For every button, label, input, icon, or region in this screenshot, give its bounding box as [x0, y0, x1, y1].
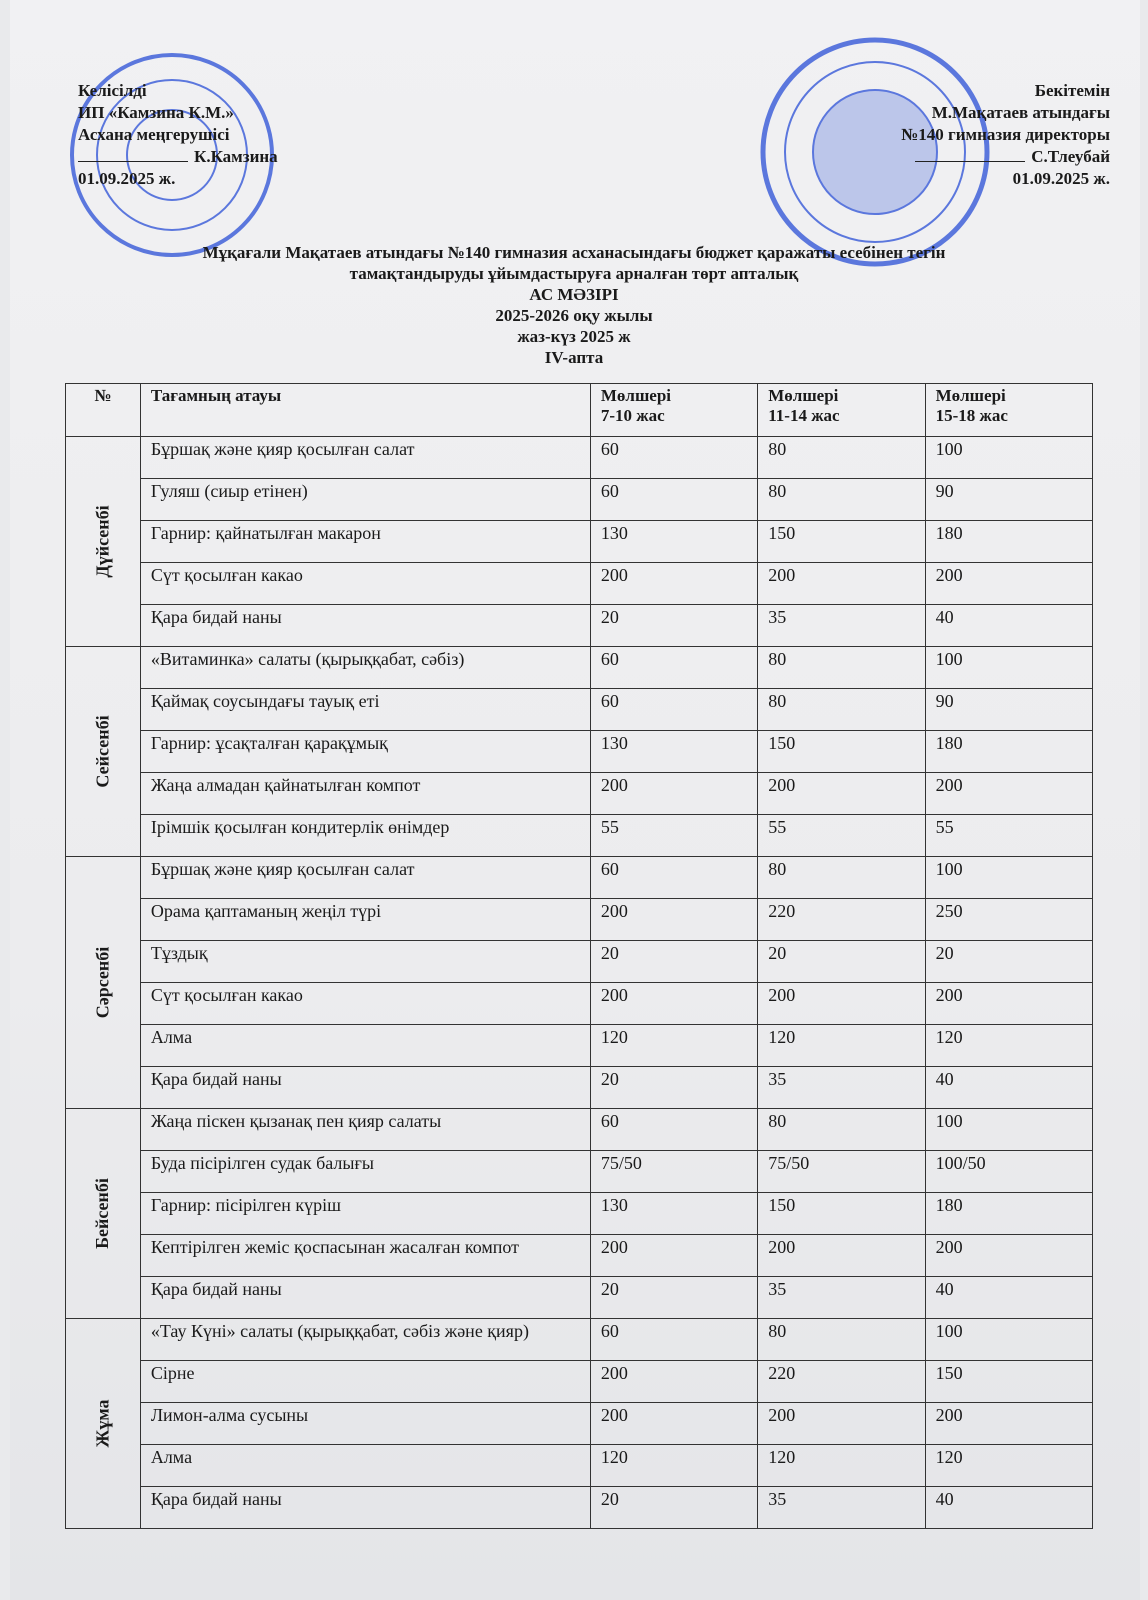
column-header: № [66, 384, 141, 437]
table-row [66, 1235, 1093, 1277]
portion-value: 40 [925, 1067, 1092, 1109]
table-row [66, 773, 1093, 815]
dish-name: Қаймақ соусындағы тауық еті [140, 689, 590, 731]
approval-right-line2: М.Мақатаев атындағы [931, 103, 1110, 122]
signature-line [78, 161, 188, 162]
portion-value: 80 [758, 1319, 925, 1361]
portion-value: 35 [758, 1067, 925, 1109]
portion-value: 80 [758, 479, 925, 521]
dish-name: Лимон-алма сусыны [140, 1403, 590, 1445]
table-row [66, 1487, 1093, 1529]
table-row [66, 1319, 1093, 1361]
portion-value: 180 [925, 1193, 1092, 1235]
portion-value: 150 [925, 1361, 1092, 1403]
portion-value: 220 [758, 899, 925, 941]
portion-value: 250 [925, 899, 1092, 941]
table-row [66, 1151, 1093, 1193]
portion-value: 20 [590, 1277, 757, 1319]
dish-name: Кептірілген жеміс қоспасынан жасалған компот [140, 1235, 590, 1277]
portion-value: 90 [925, 689, 1092, 731]
portion-value: 100 [925, 647, 1092, 689]
portion-value: 200 [925, 773, 1092, 815]
table-row [66, 479, 1093, 521]
portion-value: 200 [590, 563, 757, 605]
column-header: Мөлшері 11-14 жас [758, 384, 925, 437]
portion-value: 20 [590, 1067, 757, 1109]
day-label: Дүйсенбі [92, 505, 113, 578]
approval-left [78, 80, 278, 190]
portion-value: 80 [758, 437, 925, 479]
approval-right-line3: №140 гимназия директоры [901, 125, 1110, 144]
portion-value: 200 [590, 899, 757, 941]
title-line1: Мұқағали Мақатаев атындағы №140 гимназия асханасындағы бюджет қаражаты есебінен тегін [202, 243, 946, 262]
table-row [66, 899, 1093, 941]
portion-value: 200 [590, 773, 757, 815]
portion-value: 35 [758, 1277, 925, 1319]
document-title [60, 242, 1088, 368]
portion-value: 40 [925, 605, 1092, 647]
portion-value: 120 [925, 1025, 1092, 1067]
dish-name: Гарнир: пісірілген күріш [140, 1193, 590, 1235]
portion-value: 120 [925, 1445, 1092, 1487]
portion-value: 20 [590, 1487, 757, 1529]
portion-value: 80 [758, 647, 925, 689]
dish-name: Бұршақ және қияр қосылған салат [140, 857, 590, 899]
dish-name: Гарнир: ұсақталған қарақұмық [140, 731, 590, 773]
table-row [66, 1109, 1093, 1151]
approval-right [901, 80, 1110, 190]
portion-value: 200 [758, 1403, 925, 1445]
dish-name: Қара бидай наны [140, 1067, 590, 1109]
title-line3: АС МӘЗІРІ [529, 285, 619, 304]
table-row [66, 1193, 1093, 1235]
day-label: Сейсенбі [92, 715, 113, 788]
portion-value: 40 [925, 1277, 1092, 1319]
portion-value: 100 [925, 1319, 1092, 1361]
title-line6: IV-апта [544, 348, 604, 367]
portion-value: 60 [590, 479, 757, 521]
dish-name: Сірне [140, 1361, 590, 1403]
approval-left-signer: К.Камзина [194, 147, 278, 166]
portion-value: 80 [758, 1109, 925, 1151]
portion-value: 130 [590, 1193, 757, 1235]
portion-value: 200 [925, 1235, 1092, 1277]
approval-left-line3: Асхана меңгерушісі [78, 125, 230, 144]
portion-value: 75/50 [758, 1151, 925, 1193]
portion-value: 120 [590, 1025, 757, 1067]
dish-name: Буда пісірілген судак балығы [140, 1151, 590, 1193]
day-cell [66, 857, 141, 1109]
day-cell [66, 437, 141, 647]
portion-value: 35 [758, 605, 925, 647]
day-cell [66, 647, 141, 857]
dish-name: Алма [140, 1025, 590, 1067]
dish-name: Гарнир: қайнатылған макарон [140, 521, 590, 563]
dish-name: Сүт қосылған какао [140, 563, 590, 605]
portion-value: 200 [758, 563, 925, 605]
portion-value: 200 [758, 773, 925, 815]
signature-line [915, 161, 1025, 162]
portion-value: 100/50 [925, 1151, 1092, 1193]
dish-name: Ірімшік қосылған кондитерлік өнімдер [140, 815, 590, 857]
portion-value: 80 [758, 689, 925, 731]
portion-value: 200 [758, 983, 925, 1025]
portion-value: 60 [590, 437, 757, 479]
portion-value: 120 [758, 1445, 925, 1487]
portion-value: 60 [590, 647, 757, 689]
table-row [66, 647, 1093, 689]
table-header-row [66, 384, 1093, 437]
approval-right-line1: Бекітемін [1034, 81, 1110, 100]
portion-value: 200 [758, 1235, 925, 1277]
table-row [66, 1277, 1093, 1319]
dish-name: Жаңа піскен қызанақ пен қияр салаты [140, 1109, 590, 1151]
day-label: Бейсенбі [92, 1178, 113, 1249]
portion-value: 200 [590, 983, 757, 1025]
table-row [66, 605, 1093, 647]
approval-right-date: 01.09.2025 ж. [1012, 169, 1110, 188]
portion-value: 55 [925, 815, 1092, 857]
day-label: Сәрсенбі [92, 946, 113, 1019]
column-header: Тағамның атауы [140, 384, 590, 437]
portion-value: 200 [925, 983, 1092, 1025]
dish-name: Орама қаптаманың жеңіл түрі [140, 899, 590, 941]
portion-value: 120 [758, 1025, 925, 1067]
portion-value: 60 [590, 1319, 757, 1361]
dish-name: Қара бидай наны [140, 1487, 590, 1529]
table-row [66, 731, 1093, 773]
menu-table [65, 383, 1093, 1529]
table-row [66, 1025, 1093, 1067]
portion-value: 200 [590, 1403, 757, 1445]
portion-value: 20 [758, 941, 925, 983]
day-label: Жұма [92, 1399, 113, 1448]
dish-name: Бұршақ және қияр қосылған салат [140, 437, 590, 479]
title-line5: жаз-күз 2025 ж [517, 327, 631, 346]
portion-value: 60 [590, 689, 757, 731]
portion-value: 100 [925, 857, 1092, 899]
dish-name: «Тау Күні» салаты (қырыққабат, сәбіз және қияр) [140, 1319, 590, 1361]
dish-name: Гуляш (сиыр етінен) [140, 479, 590, 521]
table-row [66, 1445, 1093, 1487]
approval-left-line1: Келісілді [78, 81, 147, 100]
portion-value: 200 [590, 1235, 757, 1277]
portion-value: 130 [590, 521, 757, 563]
portion-value: 20 [925, 941, 1092, 983]
table-row [66, 941, 1093, 983]
portion-value: 200 [925, 1403, 1092, 1445]
portion-value: 100 [925, 437, 1092, 479]
day-cell [66, 1109, 141, 1319]
portion-value: 150 [758, 1193, 925, 1235]
dish-name: Қара бидай наны [140, 605, 590, 647]
table-row [66, 521, 1093, 563]
table-row [66, 563, 1093, 605]
day-cell [66, 1319, 141, 1529]
approval-left-date: 01.09.2025 ж. [78, 169, 176, 188]
dish-name: Жаңа алмадан қайнатылған компот [140, 773, 590, 815]
dish-name: Сүт қосылған какао [140, 983, 590, 1025]
portion-value: 220 [758, 1361, 925, 1403]
table-row [66, 689, 1093, 731]
dish-name: Қара бидай наны [140, 1277, 590, 1319]
table-row [66, 437, 1093, 479]
portion-value: 35 [758, 1487, 925, 1529]
portion-value: 120 [590, 1445, 757, 1487]
portion-value: 200 [925, 563, 1092, 605]
portion-value: 20 [590, 605, 757, 647]
portion-value: 150 [758, 731, 925, 773]
portion-value: 55 [590, 815, 757, 857]
portion-value: 60 [590, 857, 757, 899]
portion-value: 200 [590, 1361, 757, 1403]
column-header: Мөлшері 15-18 жас [925, 384, 1092, 437]
column-header: Мөлшері 7-10 жас [590, 384, 757, 437]
portion-value: 40 [925, 1487, 1092, 1529]
portion-value: 90 [925, 479, 1092, 521]
portion-value: 180 [925, 521, 1092, 563]
approval-left-line2: ИП «Камзина К.М.» [78, 103, 234, 122]
portion-value: 80 [758, 857, 925, 899]
table-row [66, 1403, 1093, 1445]
portion-value: 60 [590, 1109, 757, 1151]
portion-value: 100 [925, 1109, 1092, 1151]
title-line2: тамақтандыруды ұйымдастыруға арналған төрт апталық [349, 264, 799, 283]
title-line4: 2025-2026 оқу жылы [495, 306, 653, 325]
portion-value: 130 [590, 731, 757, 773]
table-row [66, 983, 1093, 1025]
portion-value: 150 [758, 521, 925, 563]
table-row [66, 1361, 1093, 1403]
dish-name: Тұздық [140, 941, 590, 983]
portion-value: 55 [758, 815, 925, 857]
dish-name: «Витаминка» салаты (қырыққабат, сәбіз) [140, 647, 590, 689]
portion-value: 75/50 [590, 1151, 757, 1193]
dish-name: Алма [140, 1445, 590, 1487]
table-row [66, 815, 1093, 857]
table-row [66, 857, 1093, 899]
portion-value: 180 [925, 731, 1092, 773]
table-row [66, 1067, 1093, 1109]
approval-right-signer: С.Тлеубай [1031, 147, 1110, 166]
portion-value: 20 [590, 941, 757, 983]
